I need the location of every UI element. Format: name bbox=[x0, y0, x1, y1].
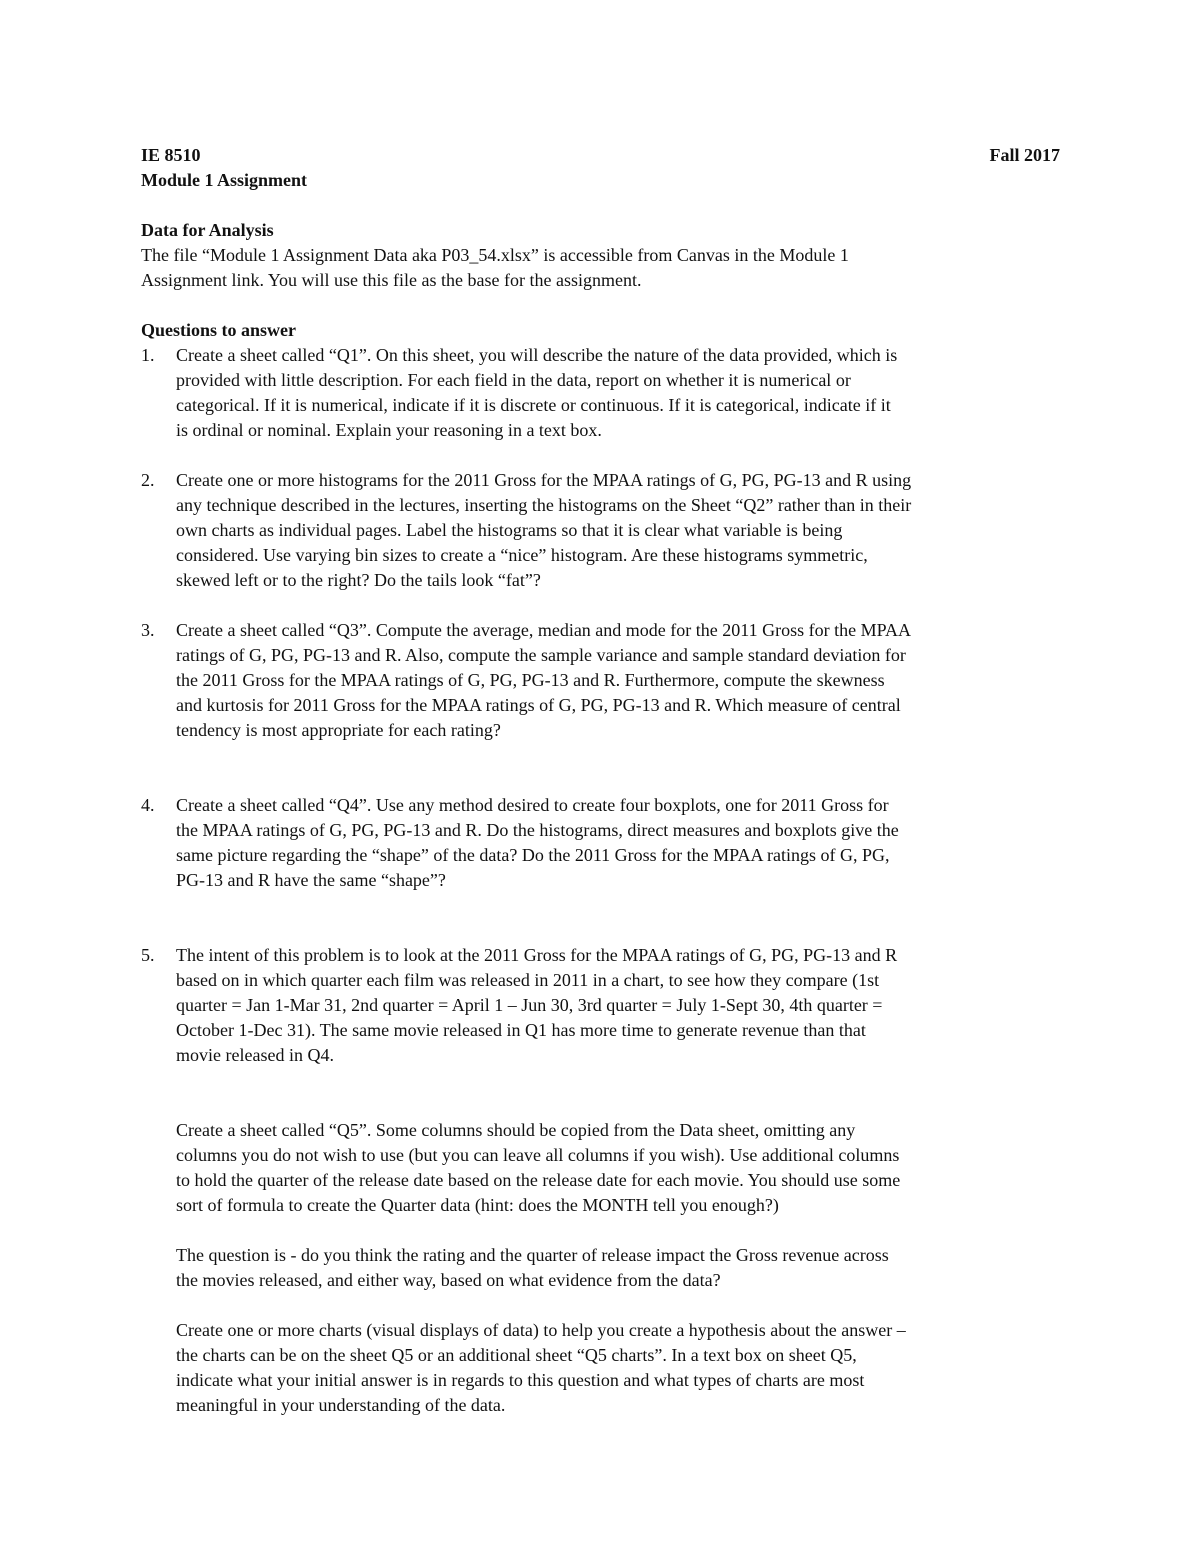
document-header bbox=[141, 143, 1060, 168]
question-4 bbox=[141, 793, 1060, 893]
data-section-heading: Data for Analysis bbox=[141, 220, 274, 240]
paragraph-line: the movies released, and either way, based on what evidence from the data? bbox=[176, 1270, 721, 1290]
paragraph-line: The question is - do you think the rating and the quarter of release impact the Gross revenue across bbox=[176, 1245, 889, 1265]
question-line: any technique described in the lectures, inserting the histograms on the Sheet “Q2” rather than in their bbox=[176, 495, 912, 515]
question-line: Create one or more histograms for the 2011 Gross for the MPAA ratings of G, PG, PG-13 and R using bbox=[176, 470, 912, 490]
question-5 bbox=[141, 943, 1060, 1068]
paragraph-line: to hold the quarter of the release date based on the release date for each movie. You should use some bbox=[176, 1170, 901, 1190]
question-number: 3. bbox=[141, 620, 155, 640]
question-line: based on in which quarter each film was released in 2011 in a chart, to see how they compare (1st bbox=[176, 970, 880, 990]
paragraph-line: Create a sheet called “Q5”. Some columns should be copied from the Data sheet, omitting any bbox=[176, 1120, 856, 1140]
paragraph-line: indicate what your initial answer is in regards to this question and what types of charts are most bbox=[176, 1370, 865, 1390]
question-line: October 1-Dec 31). The same movie released in Q1 has more time to generate revenue than that bbox=[176, 1020, 866, 1040]
question-line: movie released in Q4. bbox=[176, 1045, 334, 1065]
question-line: own charts as individual pages. Label the histograms so that it is clear what variable is being bbox=[176, 520, 843, 540]
data-section-line: The file “Module 1 Assignment Data aka P03_54.xlsx” is accessible from Canvas in the Module 1 bbox=[141, 245, 849, 265]
question-line: the 2011 Gross for the MPAA ratings of G, PG, PG-13 and R. Furthermore, compute the skewness bbox=[176, 670, 885, 690]
question-line: same picture regarding the “shape” of the data? Do the 2011 Gross for the MPAA ratings of G, PG, bbox=[176, 845, 890, 865]
question-line: provided with little description. For each field in the data, report on whether it is numerical or bbox=[176, 370, 851, 390]
data-section-line: Assignment link. You will use this file as the base for the assignment. bbox=[141, 270, 642, 290]
question-line: Create a sheet called “Q4”. Use any method desired to create four boxplots, one for 2011 Gross for bbox=[176, 795, 889, 815]
paragraph-line: sort of formula to create the Quarter data (hint: does the MONTH tell you enough?) bbox=[176, 1195, 779, 1215]
document-page bbox=[141, 143, 1060, 1418]
question-number: 4. bbox=[141, 795, 155, 815]
question-line: Create a sheet called “Q1”. On this sheet, you will describe the nature of the data provided, which is bbox=[176, 345, 898, 365]
question-number: 5. bbox=[141, 945, 155, 965]
question-line: considered. Use varying bin sizes to create a “nice” histogram. Are these histograms symmetric, bbox=[176, 545, 868, 565]
question-line: categorical. If it is numerical, indicate if it is discrete or continuous. If it is categorical, indicate if it bbox=[176, 395, 891, 415]
question-2 bbox=[141, 468, 1060, 593]
question-line: PG-13 and R have the same “shape”? bbox=[176, 870, 446, 890]
question-3 bbox=[141, 618, 1060, 743]
question-line: quarter = Jan 1-Mar 31, 2nd quarter = April 1 – Jun 30, 3rd quarter = July 1-Sept 30, 4th quarter = bbox=[176, 995, 883, 1015]
question-line: and kurtosis for 2011 Gross for the MPAA ratings of G, PG, PG-13 and R. Which measure of central bbox=[176, 695, 901, 715]
question-1 bbox=[141, 343, 1060, 443]
course-code: IE 8510 bbox=[141, 145, 201, 165]
paragraph-line: meaningful in your understanding of the data. bbox=[176, 1395, 506, 1415]
question-5-paragraph-4 bbox=[141, 1318, 1060, 1418]
question-number: 2. bbox=[141, 470, 155, 490]
paragraph-line: the charts can be on the sheet Q5 or an additional sheet “Q5 charts”. In a text box on sheet Q5, bbox=[176, 1345, 857, 1365]
term: Fall 2017 bbox=[989, 145, 1060, 165]
question-line: The intent of this problem is to look at the 2011 Gross for the MPAA ratings of G, PG, PG-13 and R bbox=[176, 945, 898, 965]
question-number: 1. bbox=[141, 345, 155, 365]
document-title: Module 1 Assignment bbox=[141, 170, 308, 190]
paragraph-line: columns you do not wish to use (but you can leave all columns if you wish). Use additional columns bbox=[176, 1145, 900, 1165]
question-line: the MPAA ratings of G, PG, PG-13 and R. Do the histograms, direct measures and boxplots give the bbox=[176, 820, 899, 840]
question-line: skewed left or to the right? Do the tails look “fat”? bbox=[176, 570, 541, 590]
question-line: tendency is most appropriate for each rating? bbox=[176, 720, 501, 740]
paragraph-line: Create one or more charts (visual displays of data) to help you create a hypothesis about the answer – bbox=[176, 1320, 906, 1340]
question-5-paragraph-3 bbox=[141, 1243, 1060, 1293]
question-line: ratings of G, PG, PG-13 and R. Also, compute the sample variance and sample standard deviation for bbox=[176, 645, 906, 665]
question-line: Create a sheet called “Q3”. Compute the average, median and mode for the 2011 Gross for the MPAA bbox=[176, 620, 911, 640]
questions-heading: Questions to answer bbox=[141, 320, 297, 340]
question-5-paragraph-2 bbox=[141, 1118, 1060, 1218]
question-line: is ordinal or nominal. Explain your reasoning in a text box. bbox=[176, 420, 602, 440]
